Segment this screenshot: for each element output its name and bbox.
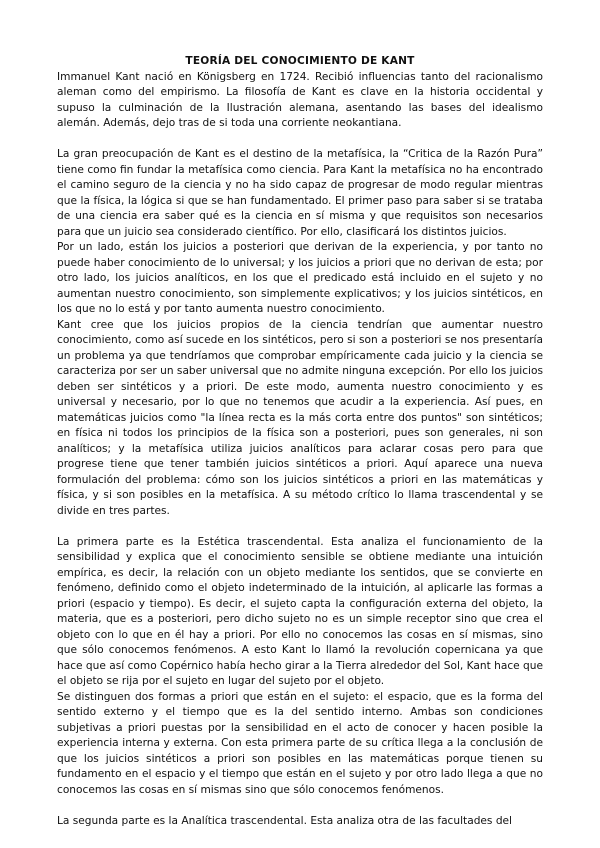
document-page [57, 54, 543, 829]
paragraph-synthetic-a-priori: Kant cree que los juicios propios de la ciencia tendrían que aumentar nuestro conocimiento, como así sucede en los sintéticos, pero si son a posteriori se nos presentaría un problema ya que tendríamos que comprobar empíricamente cada juicio y la ciencia se caracteriza por ser un saber universal que no admite ninguna excepción. Por ello los juicios deben ser sintéticos y a priori. De este modo, aumenta nuestro conocimiento y es universal y necesario, por lo que no tenemos que acudir a la experiencia. Así pues, en matemáticas juicios como "la línea recta es la más corta entre dos puntos" son sintéticos; en física ni todos los principios de la física son a posteriori, pues son generales, ni son analíticos; y la metafísica utiliza juicios analíticos para aclarar cosas pero para que progrese tiene que tener también juicios sintéticos a priori. Aquí aparece una nueva formulación del problema: cómo son los juicios sintéticos a priori en las matemáticas y física, y si son posibles en la metafísica. A su método crítico lo llama trascendental y se divide en tres partes. [57, 318, 543, 517]
paragraph-transcendental-analytic: La segunda parte es la Analítica trascendental. Esta analiza otra de las facultades del [57, 814, 513, 827]
paragraph-space-time: Se distinguen dos formas a priori que están en el sujeto: el espacio, que es la forma del sentido externo y el tiempo que es la del sentido interno. Ambas son condiciones subjetivas a priori puestas por la sensibilidad en el acto de conocer y hacen posible la experiencia interna y externa. Con esta primera parte de su crítica llega a la conclusión de que los juicios sintéticos a priori son posibles en las matemáticas porque tienen su fundamento en el espacio y el tiempo que están en el sujeto y por otro lado llega a que no conocemos las cosas en sí mismas sino que sólo conocemos fenómenos. [57, 690, 543, 796]
document-title: TEORÍA DEL CONOCIMIENTO DE KANT [185, 55, 415, 67]
paragraph-intro: Immanuel Kant nació en Königsberg en 1724. Recibió influencias tanto del racionalismo aleman como del empirismo. La filosofía de Kant es clave en la historia occidental y supuso la culminación de la Ilustración alemana, asentando las bases del idealismo alemán. Además, dejo tras de si toda una corriente neokantiana. [57, 70, 543, 129]
paragraph-spacer [57, 519, 543, 535]
paragraph-metaphysics: La gran preocupación de Kant es el destino de la metafísica, la “Critica de la Razón Pura” tiene como fin fundar la metafísica como ciencia. Para Kant la metafísica no ha encontrado el camino seguro de la ciencia y no ha sido capaz de progresar de modo regular mientras que la física, la lógica si que se han fundamentado. El primer paso para saber si se trataba de una ciencia era saber qué es la ciencia en sí misma y que requisitos son necesarios para que un juicio sea considerado científico. Por ello, clasificará los distintos juicios. [57, 148, 543, 238]
paragraph-transcendental-aesthetic: La primera parte es la Estética trascendental. Esta analiza el funcionamiento de la sensibilidad y explica que el conocimiento sensible se obtiene mediante una intuición empírica, es decir, la relación con un objeto mediante los sentidos, que se convierte en fenómeno, definido como el objeto indeterminado de la intuición, al aplicarle las formas a priori (espacio y tiempo). Es decir, el sujeto capta la configuración externa del objeto, la materia, que es a posteriori, pero dicho sujeto no es un simple receptor sino que crea el objeto con lo que en él hay a priori. Por ello no conocemos las cosas en sí mismas, sino que sólo conocemos fenómenos. A esto Kant lo llamó la revolución copernicana ya que hace que así como Copérnico había hecho girar a la Tierra alrededor del Sol, Kant hace que el objeto se rija por el sujeto en lugar del sujeto por el objeto. [57, 535, 543, 687]
paragraph-spacer [57, 132, 543, 148]
paragraph-judgment-types: Por un lado, están los juicios a posteriori que derivan de la experiencia, y por tanto no puede haber conocimiento de lo universal; y los juicios a priori que no derivan de esta; por otro lado, los juicios analíticos, en los que el predicado está incluido en el sujeto y no aumentan nuestro conocimiento, son simplemente explicativos; y los juicios sintéticos, en los que no lo está y por tanto aumenta nuestro conocimiento. [57, 241, 543, 315]
paragraph-spacer [57, 798, 543, 814]
